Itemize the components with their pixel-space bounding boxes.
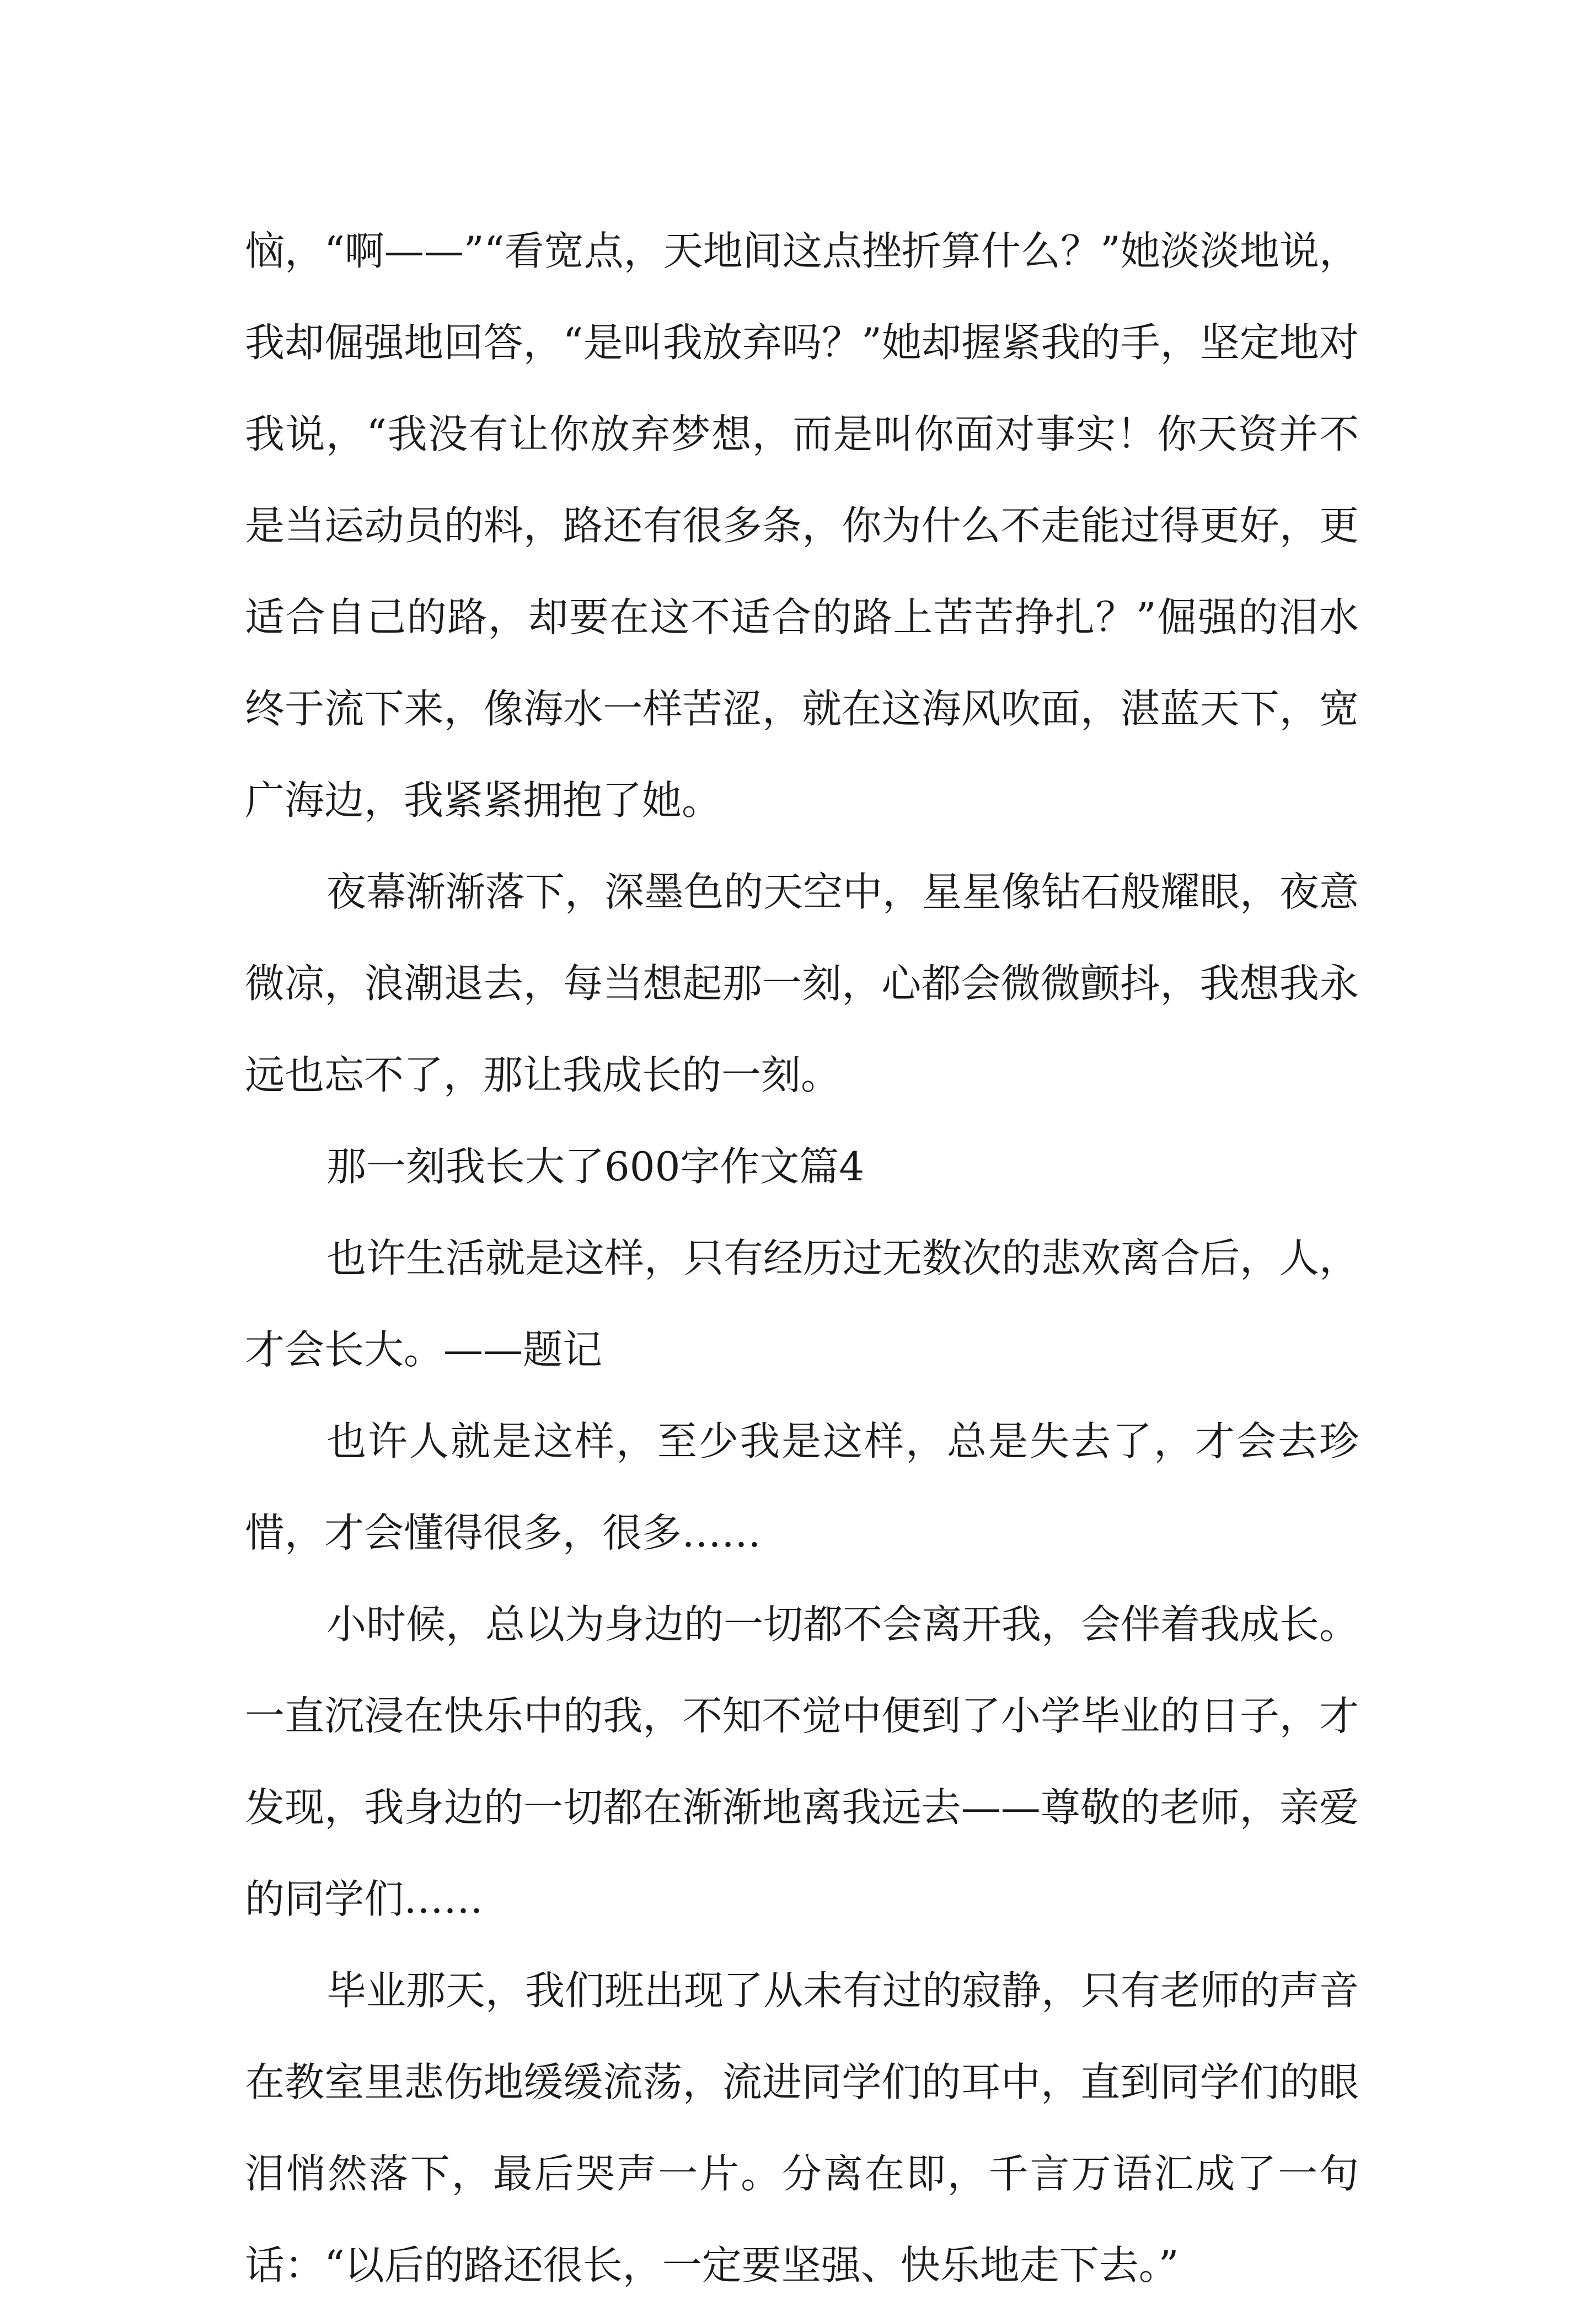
paragraph-epigraph: 也许生活就是这样，只有经历过无数次的悲欢离合后，人，才会长大。——题记 [245,1235,1359,1373]
section-title: 那一刻我长大了600字作文篇4 [326,1143,865,1190]
paragraph-continuation: 恼，“啊——”“看宽点，天地间这点挫折算什么？”她淡淡地说，我却倔强地回答，“是叫我放弃吗？”她却握紧我的手，坚定地对我说，“我没有让你放弃梦想，而是叫你面对事实！你天资并不是当运动员的料，路还有很多条，你为什么不走能过得更好，更适合自己的路，却要在这不适合的路上苦苦挣扎？”倔强的泪水终于流下来，像海水一样苦涩，就在这海风吹面，湛蓝天下，宽广海边，我紧紧拥抱了她。 [245,228,1359,823]
paragraph-cherish: 也许人就是这样，至少我是这样，总是失去了，才会去珍惜，才会懂得很多，很多…… [245,1418,1359,1556]
document-body [245,205,1359,2311]
paragraph-childhood: 小时候，总以为身边的一切都不会离开我，会伴着我成长。一直沉浸在快乐中的我，不知不觉中便到了小学毕业的日子，才发现，我身边的一切都在渐渐地离我远去——尊敬的老师，亲爱的同学们…… [245,1601,1359,1922]
paragraph-night-scene: 夜幕渐渐落下，深墨色的天空中，星星像钻石般耀眼，夜意微凉，浪潮退去，每当想起那一刻，心都会微微颤抖，我想我永远也忘不了，那让我成长的一刻。 [245,869,1359,1098]
paragraph-graduation: 毕业那天，我们班出现了从未有过的寂静，只有老师的声音在教室里悲伤地缓缓流荡，流进同学们的耳中，直到同学们的眼泪悄然落下，最后哭声一片。分离在即，千言万语汇成了一句话：“以后的路还很长，一定要坚强、快乐地走下去。” [245,1967,1359,2288]
